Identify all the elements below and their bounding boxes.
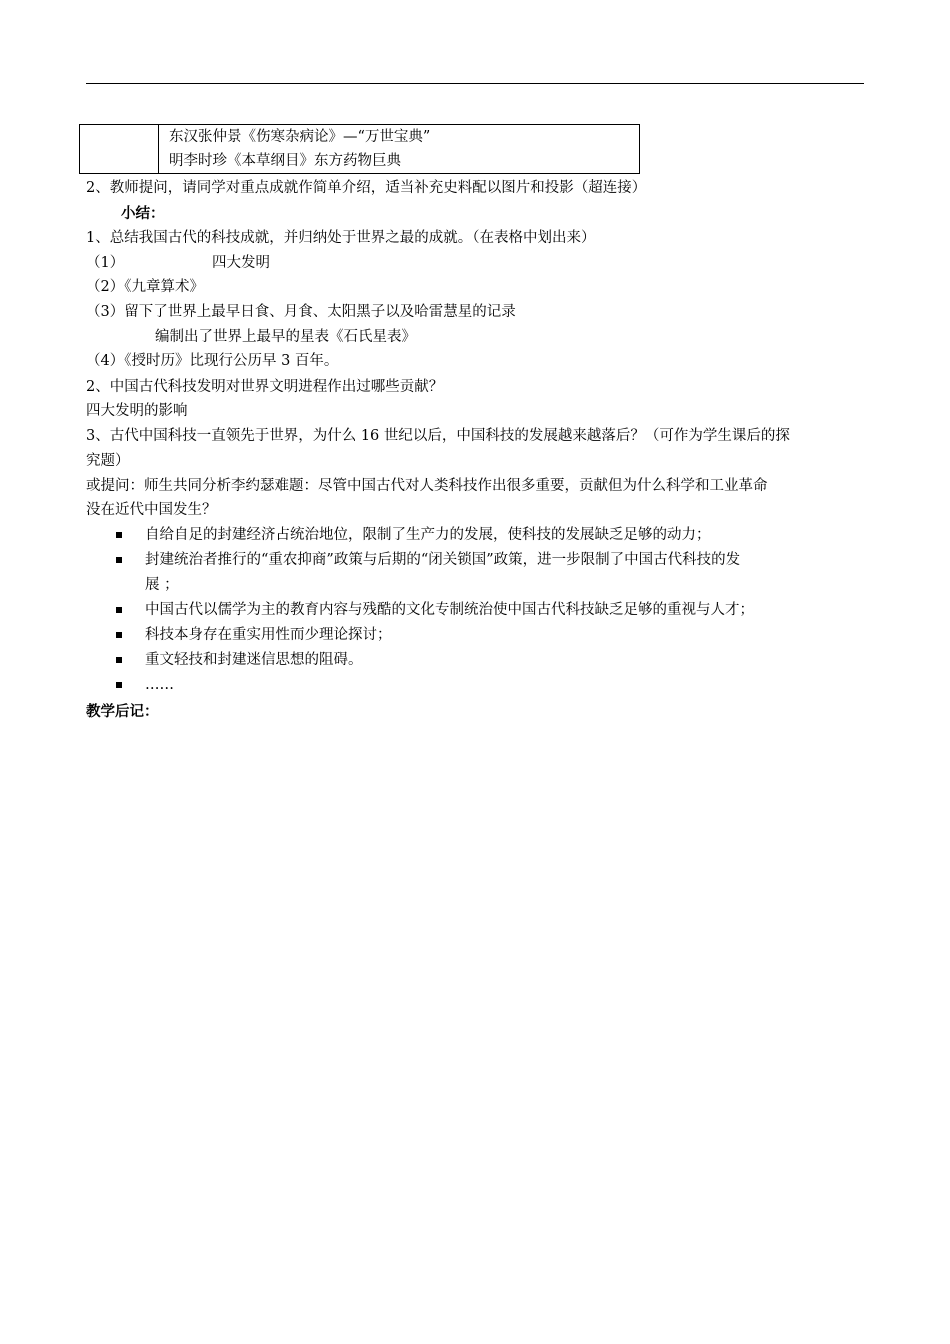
table-cell-empty bbox=[80, 125, 159, 174]
teacher-question: 2、教师提问，请同学对重点成就作简单介绍，适当补充史料配以图片和投影（超连接） bbox=[86, 180, 647, 196]
alt-question-line-2: 没在近代中国发生？ bbox=[86, 502, 217, 518]
table-cell-line: 东汉张仲景《伤寒杂病论》—“万世宝典” bbox=[169, 129, 431, 145]
teaching-notes-heading: 教学后记： bbox=[86, 703, 159, 720]
bullet-square-icon bbox=[116, 607, 122, 613]
answer-1-3-continued: 编制出了世界上最早的星表《石氏星表》 bbox=[155, 329, 416, 345]
bullet-item-continued: 展 ； bbox=[145, 577, 179, 593]
question-3-line-1: 3、古代中国科技一直领先于世界，为什么 16 世纪以后，中国科技的发展越来越落后？（可作为学生课后的探 bbox=[86, 428, 790, 444]
answer-2: 四大发明的影响 bbox=[86, 403, 188, 419]
answer-1-1-number: （1） bbox=[86, 255, 125, 271]
table-cell-medicine bbox=[159, 125, 640, 174]
question-2: 2、中国古代科技发明对世界文明进程作出过哪些贡献？ bbox=[86, 379, 444, 395]
header-rule bbox=[86, 83, 864, 84]
bullet-item: 封建统治者推行的“重农抑商”政策与后期的“闭关锁国”政策，进一步限制了中国古代科技的发 bbox=[145, 552, 741, 568]
bullet-square-icon bbox=[116, 532, 122, 538]
table-cell-line: 明李时珍《本草纲目》东方药物巨典 bbox=[169, 153, 401, 169]
question-3-line-2: 究题） bbox=[86, 453, 130, 469]
bullet-square-icon bbox=[116, 557, 122, 563]
summary-heading: 小结： bbox=[121, 205, 165, 222]
answer-1-4: （4）《授时历》比现行公历早 3 百年。 bbox=[86, 353, 339, 369]
bullet-item: 科技本身存在重实用性而少理论探讨； bbox=[145, 627, 392, 643]
alt-question-line-1: 或提问：师生共同分析李约瑟难题：尽管中国古代对人类科技作出很多重要，贡献但为什么科学和工业革命 bbox=[86, 478, 768, 494]
question-1: 1、总结我国古代的科技成就，并归纳处于世界之最的成就。（在表格中划出来） bbox=[86, 230, 596, 246]
table-row bbox=[80, 125, 640, 174]
bullet-square-icon bbox=[116, 632, 122, 638]
answer-1-2: （2）《九章算术》 bbox=[86, 279, 204, 295]
bullet-item: 中国古代以儒学为主的教育内容与残酷的文化专制统治使中国古代科技缺乏足够的重视与人才； bbox=[145, 602, 754, 618]
bullet-square-icon bbox=[116, 657, 122, 663]
achievements-table bbox=[79, 124, 640, 174]
bullet-item: 重文轻技和封建迷信思想的阻碍。 bbox=[145, 652, 363, 668]
bullet-item: …… bbox=[145, 677, 174, 693]
answer-1-1-text: 四大发明 bbox=[212, 255, 270, 271]
bullet-square-icon bbox=[116, 682, 122, 688]
bullet-item: 自给自足的封建经济占统治地位，限制了生产力的发展，使科技的发展缺乏足够的动力； bbox=[145, 527, 711, 543]
answer-1-3: （3）留下了世界上最早日食、月食、太阳黑子以及哈雷慧星的记录 bbox=[86, 304, 516, 320]
